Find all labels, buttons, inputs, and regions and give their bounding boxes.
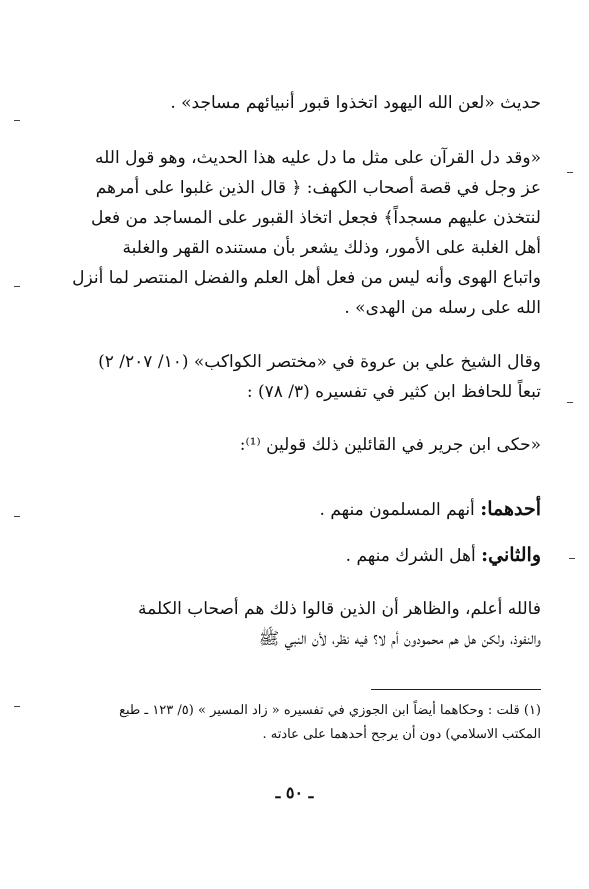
item-text: أهل الشرك منهم .: [345, 546, 476, 566]
footnote-divider: [371, 689, 541, 690]
body-line: لنتخذن عليهم مسجداً﴾ فجعل اتخاذ القبور على المساجد من فعل: [90, 208, 541, 228]
margin-mark: [14, 120, 20, 121]
item-label: والثاني:: [481, 544, 541, 566]
margin-mark: [14, 286, 20, 287]
body-line: حديث «لعن الله اليهود اتخذوا قبور أنبيائهم مساجد» .: [170, 93, 541, 113]
margin-mark: [567, 172, 573, 173]
item-label: أحدهما:: [480, 498, 541, 520]
body-line: تبعاً للحافظ ابن كثير في تفسيره (٣/ ٧٨) :: [246, 382, 541, 402]
margin-mark: [567, 402, 573, 403]
list-item: [40, 540, 541, 571]
body-line: واتباع الهوى وأنه ليس من فعل أهل العلم والفضل المنتصر لما أنزل: [72, 268, 541, 288]
body-line: والنفوذ، ولكن هل هم محمودون أم لا؟ فيه نظر، لأن النبي ﷺ: [258, 629, 541, 649]
margin-mark: [569, 558, 575, 559]
page-number: ـ ٥٠ ـ: [275, 783, 314, 802]
footnote-line: المكتب الاسلامي) دون أن يرجح أحدهما على عادته .: [262, 727, 541, 742]
margin-mark: [14, 516, 20, 517]
body-line: فالله أعلم، والظاهر أن الذين قالوا ذلك هم أصحاب الكلمة: [138, 599, 541, 619]
list-item: [40, 494, 541, 525]
body-line: وقال الشيخ علي بن عروة في «مختصر الكواكب» (١٠/ ٢٠٧/ ٢): [98, 352, 541, 372]
item-text: أنهم المسلمون منهم .: [319, 500, 475, 520]
body-line: «حكى ابن جرير في القائلين ذلك قولين ⁽¹⁾:: [239, 435, 541, 455]
body-line: «وقد دل القرآن على مثل ما دل عليه هذا الحديث، وهو قول الله: [95, 148, 541, 168]
body-line: عز وجل في قصة أصحاب الكهف: ﴿ قال الذين غلبوا على أمرهم: [95, 178, 541, 198]
footnote-line: (١) قلت : وحكاهما أيضاً ابن الجوزي في تفسيره « زاد المسير » (٥/ ١٢٣ ـ طبع: [119, 703, 541, 718]
body-line: أهل الغلبة على الأمور، وذلك يشعر بأن مستنده القهر والغلبة: [122, 238, 541, 258]
margin-mark: [14, 706, 20, 707]
body-line: الله على رسله من الهدى» .: [344, 298, 541, 318]
